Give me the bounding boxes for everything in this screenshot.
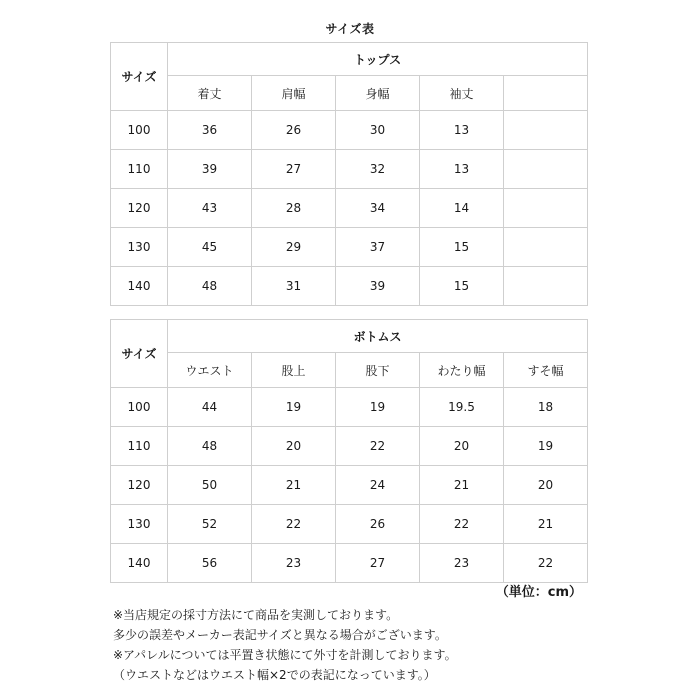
value-cell: 22 xyxy=(336,427,420,466)
value-cell xyxy=(504,189,588,228)
column-header: 股下 xyxy=(336,353,420,388)
size-cell: 100 xyxy=(111,111,168,150)
value-cell: 24 xyxy=(336,466,420,505)
value-cell: 34 xyxy=(336,189,420,228)
table-row xyxy=(111,150,588,189)
table-header-row xyxy=(111,43,588,76)
size-cell: 130 xyxy=(111,505,168,544)
table-row xyxy=(111,189,588,228)
value-cell: 19 xyxy=(504,427,588,466)
group-header: ボトムス xyxy=(168,320,588,353)
value-cell: 15 xyxy=(420,228,504,267)
size-column-header: サイズ xyxy=(111,320,168,388)
value-cell: 29 xyxy=(252,228,336,267)
size-cell: 120 xyxy=(111,466,168,505)
value-cell: 19.5 xyxy=(420,388,504,427)
value-cell xyxy=(504,150,588,189)
value-cell: 26 xyxy=(336,505,420,544)
value-cell: 21 xyxy=(252,466,336,505)
column-header: 袖丈 xyxy=(420,76,504,111)
value-cell: 13 xyxy=(420,111,504,150)
notes xyxy=(113,605,457,685)
column-header-row xyxy=(111,76,588,111)
value-cell: 43 xyxy=(168,189,252,228)
column-header-row xyxy=(111,353,588,388)
value-cell: 22 xyxy=(504,544,588,583)
value-cell: 22 xyxy=(252,505,336,544)
table-row xyxy=(111,466,588,505)
size-cell: 110 xyxy=(111,427,168,466)
size-cell: 120 xyxy=(111,189,168,228)
table-row xyxy=(111,427,588,466)
value-cell: 23 xyxy=(420,544,504,583)
value-cell: 45 xyxy=(168,228,252,267)
value-cell: 20 xyxy=(420,427,504,466)
value-cell: 36 xyxy=(168,111,252,150)
unit-label: （単位：cm） xyxy=(495,585,582,600)
value-cell: 37 xyxy=(336,228,420,267)
value-cell: 23 xyxy=(252,544,336,583)
value-cell: 39 xyxy=(336,267,420,306)
column-header: 股上 xyxy=(252,353,336,388)
size-cell: 140 xyxy=(111,267,168,306)
size-cell: 130 xyxy=(111,228,168,267)
value-cell: 48 xyxy=(168,427,252,466)
value-cell: 13 xyxy=(420,150,504,189)
value-cell: 30 xyxy=(336,111,420,150)
value-cell xyxy=(504,228,588,267)
note-line: ※当店規定の採寸方法にて商品を実測しております。 xyxy=(113,608,399,622)
value-cell: 19 xyxy=(252,388,336,427)
page-title: サイズ表 xyxy=(325,22,375,36)
value-cell: 56 xyxy=(168,544,252,583)
size-cell: 140 xyxy=(111,544,168,583)
note-line: 多少の誤差やメーカー表記サイズと異なる場合がございます。 xyxy=(113,628,447,642)
size-cell: 100 xyxy=(111,388,168,427)
table-row xyxy=(111,505,588,544)
note-line: （ウエストなどはウエスト幅×2での表記になっています。） xyxy=(113,668,436,682)
value-cell xyxy=(504,267,588,306)
value-cell: 15 xyxy=(420,267,504,306)
value-cell: 32 xyxy=(336,150,420,189)
value-cell: 19 xyxy=(336,388,420,427)
column-header: わたり幅 xyxy=(420,353,504,388)
size-cell: 110 xyxy=(111,150,168,189)
value-cell: 18 xyxy=(504,388,588,427)
group-header: トップス xyxy=(168,43,588,76)
table-row xyxy=(111,267,588,306)
column-header: 身幅 xyxy=(336,76,420,111)
value-cell: 22 xyxy=(420,505,504,544)
value-cell: 28 xyxy=(252,189,336,228)
bottoms-size-table xyxy=(110,319,588,583)
value-cell: 39 xyxy=(168,150,252,189)
value-cell: 31 xyxy=(252,267,336,306)
table-row xyxy=(111,111,588,150)
table-header-row xyxy=(111,320,588,353)
value-cell xyxy=(504,111,588,150)
column-header: 肩幅 xyxy=(252,76,336,111)
table-row xyxy=(111,388,588,427)
table-row xyxy=(111,228,588,267)
value-cell: 44 xyxy=(168,388,252,427)
table-row xyxy=(111,544,588,583)
value-cell: 21 xyxy=(504,505,588,544)
value-cell: 20 xyxy=(252,427,336,466)
column-header: すそ幅 xyxy=(504,353,588,388)
tops-size-table xyxy=(110,42,588,306)
value-cell: 48 xyxy=(168,267,252,306)
value-cell: 27 xyxy=(336,544,420,583)
value-cell: 26 xyxy=(252,111,336,150)
size-column-header: サイズ xyxy=(111,43,168,111)
column-header: 着丈 xyxy=(168,76,252,111)
value-cell: 50 xyxy=(168,466,252,505)
value-cell: 52 xyxy=(168,505,252,544)
value-cell: 21 xyxy=(420,466,504,505)
column-header xyxy=(504,76,588,111)
value-cell: 27 xyxy=(252,150,336,189)
note-line: ※アパレルについては平置き状態にて外寸を計測しております。 xyxy=(113,648,457,662)
value-cell: 20 xyxy=(504,466,588,505)
value-cell: 14 xyxy=(420,189,504,228)
column-header: ウエスト xyxy=(168,353,252,388)
